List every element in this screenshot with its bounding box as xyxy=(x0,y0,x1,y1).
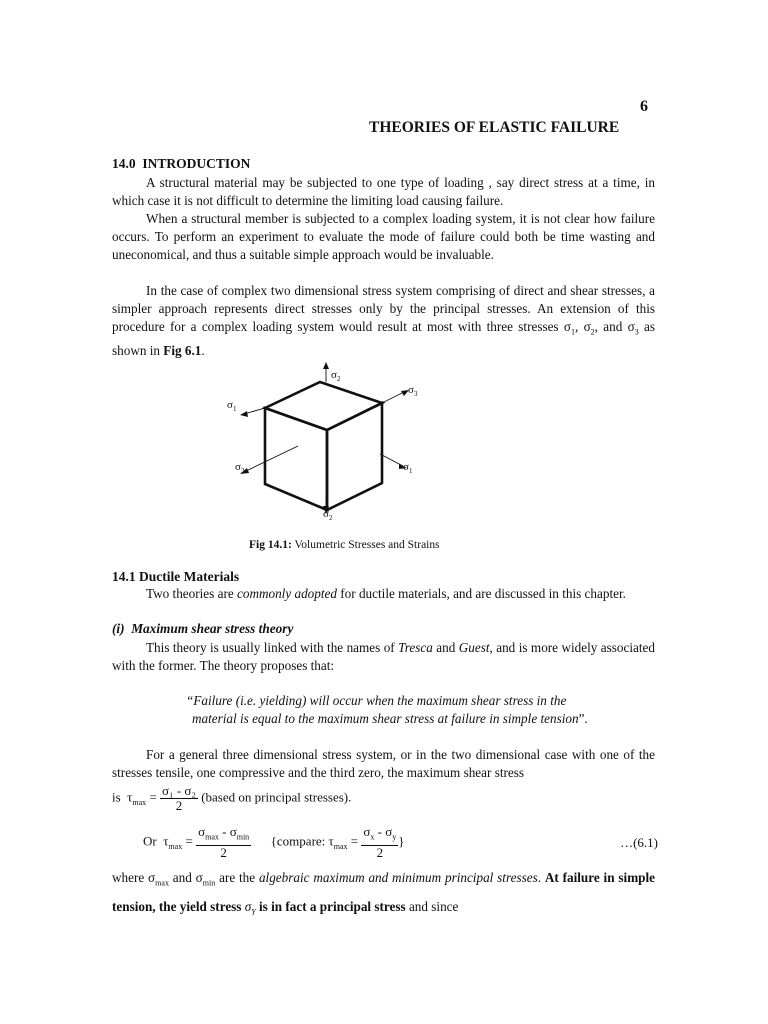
svg-text:σ1: $\sigma_1$ xyxy=(403,461,413,475)
ductile-paragraph-1: Two theories are commonly adopted for ductile materials, and are discussed in this chapter. xyxy=(146,586,626,601)
failure-quote: “Failure (i.e. yielding) will occur when the maximum shear stress in the material is equal to the maximum shear stress at failure in simple tension”. xyxy=(186,693,588,726)
svg-text:σ2: $\sigma_2$ xyxy=(323,508,333,522)
section-heading-introduction: 14.0 INTRODUCTION xyxy=(112,156,251,171)
equation-6-1: Or $\tau_{max}$ = $\frac{\sigma_{max} - \sigma_{min}}{2}$ {compare: $\tau_{max}$ = $\frac{\sigma_x - \sigma_y}{2}$ } …(6.1) xyxy=(143,824,658,860)
equation-tau-max-principal: is $\tau_{max}$ = $\frac{\text{σ₁ - σ₂}}{2}$ (based on principal stresses). xyxy=(112,783,352,813)
final-paragraph: where $\sigma_{max}$ and $\sigma_{min}$ are the algebraic maximum and minimum principal stresses. At failure in simple tension, the yield stress $\sigma_Y$ is in fact a principal stress and since xyxy=(112,870,656,917)
section-heading-ductile: 14.1 Ductile Materials xyxy=(112,569,240,584)
cube-side-face xyxy=(327,403,382,510)
intro-paragraph-1: A structural material may be subjected to one type of loading , say direct stress at a time, in which case it is not difficult to determine the limiting load causing failure. xyxy=(112,175,655,208)
svg-text:σ3: $\sigma_3$ xyxy=(235,461,245,475)
ductile-paragraph-3: For a general three dimensional stress system, or in the two dimensional case with one of the stresses tensile, one compressive and the third zero, the maximum shear stress xyxy=(112,747,655,780)
figure-caption: Fig 14.1: Volumetric Stresses and Strains xyxy=(249,539,440,551)
ductile-paragraph-2: This theory is usually linked with the names of Tresca and Guest, and is more widely associated with the former. The theory proposes that: xyxy=(112,640,655,673)
figure-reference: Fig 6.1 xyxy=(163,342,202,358)
svg-text:σ3: $\sigma_3$ xyxy=(408,384,418,398)
arrow-sigma1-right xyxy=(380,454,403,466)
equation-number: …(6.1) xyxy=(620,835,658,850)
stress-cube-figure xyxy=(220,360,420,530)
chapter-number: 6 xyxy=(640,98,648,115)
arrow-sigma3-downleft xyxy=(244,446,298,472)
chapter-title: THEORIES OF ELASTIC FAILURE xyxy=(369,119,620,136)
subsection-heading-max-shear: (i) Maximum shear stress theory xyxy=(112,621,294,636)
intro-paragraph-2: When a structural member is subjected to a complex loading system, it is not clear how failure occurs. To perform an experiment to evaluate the mode of failure could both be time wasting and uneconomical, and thus a suitable simple approach would be invaluable. xyxy=(112,211,655,262)
cube-top-face xyxy=(265,382,382,430)
intro-paragraph-3: In the case of complex two dimensional stress system comprising of direct and shear stresses, a simpler approach represents direct stresses only by the principal stresses. An extension of this procedure for a complex loading system would result at most with three stresses $\sigma_1$, $\sigma_2$, and $\sigma_3$ as shown in Fig 6.1. xyxy=(112,283,655,358)
cube-front-face xyxy=(265,408,327,510)
svg-text:σ1: $\sigma_1$ xyxy=(227,399,237,413)
svg-text:σ2: $\sigma_2$ xyxy=(331,369,341,383)
